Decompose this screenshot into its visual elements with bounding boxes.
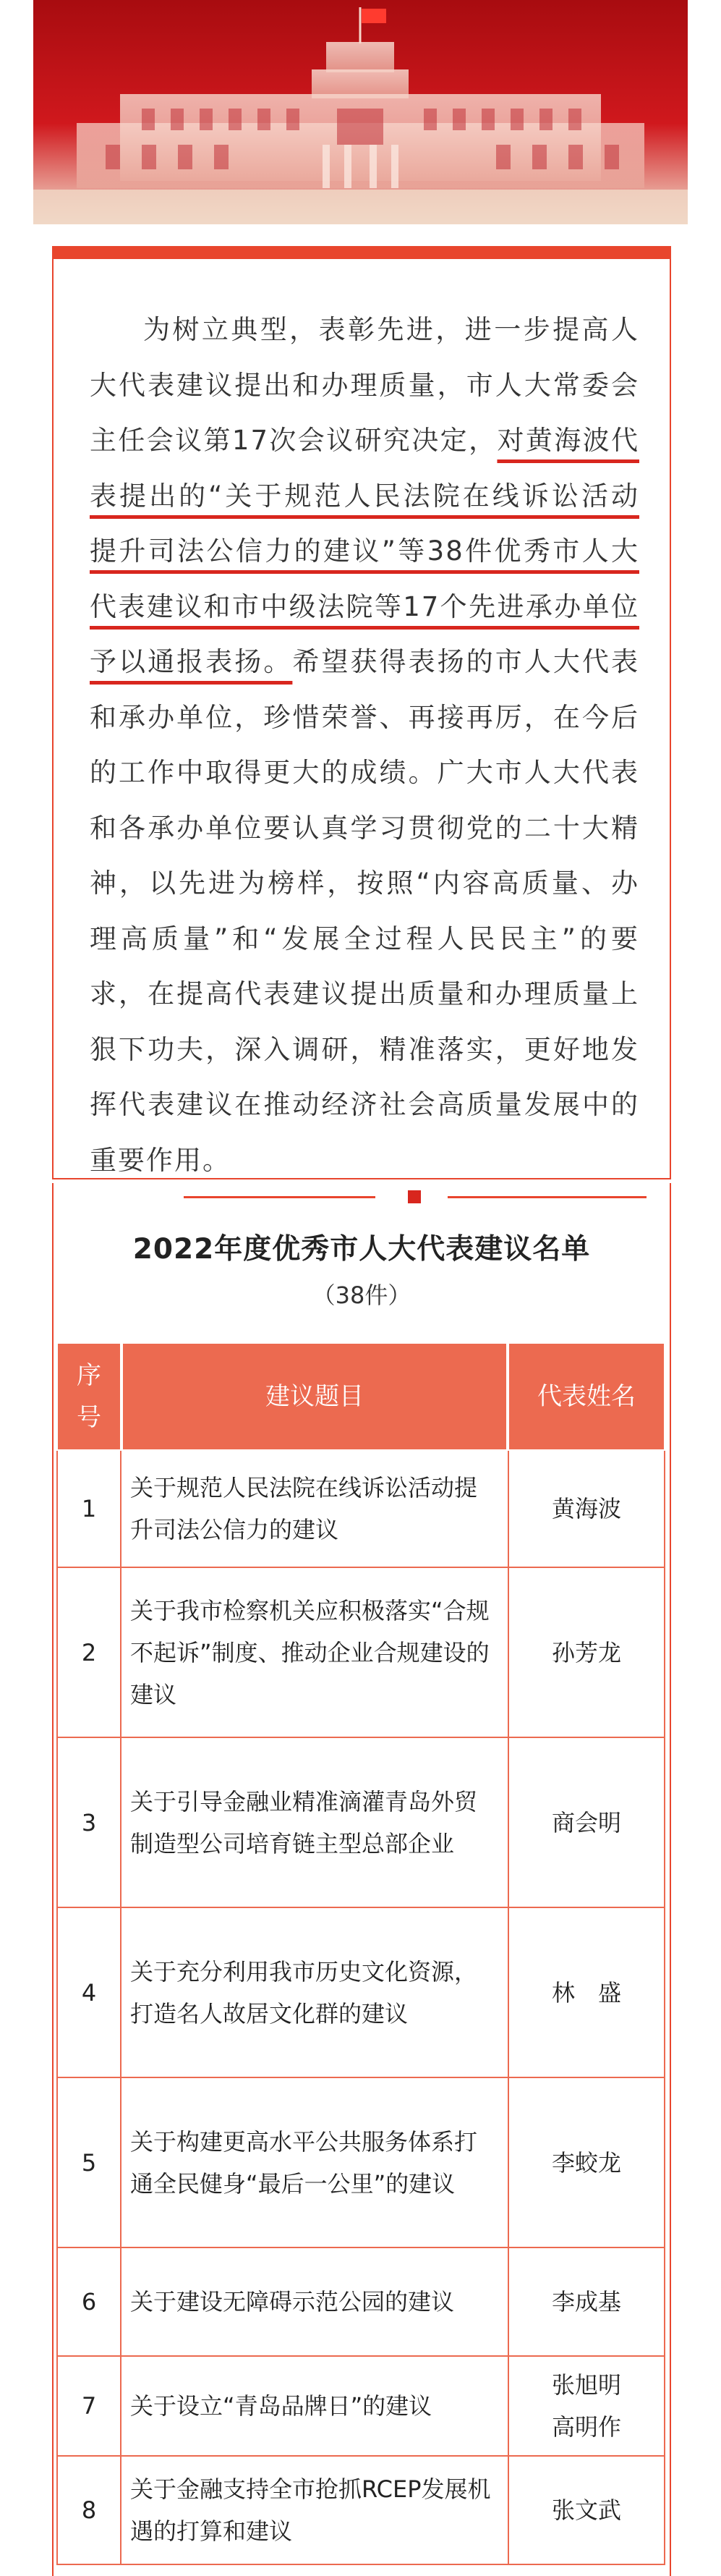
row-topic: 关于构建更高水平公共服务体系打通全民健身“最后一公里”的建议 bbox=[121, 2078, 508, 2248]
table-row bbox=[56, 2248, 665, 2357]
header-topic: 建议题目 bbox=[121, 1342, 508, 1451]
row-no: 3 bbox=[56, 1738, 121, 1908]
table-row bbox=[56, 2078, 665, 2248]
row-topic: 关于金融支持全市抢抓RCEP发展机遇的打算和建议 bbox=[121, 2457, 508, 2565]
intro-text bbox=[90, 302, 639, 1188]
building-illustration bbox=[33, 0, 688, 224]
row-topic: 关于充分利用我市历史文化资源，打造名人故居文化群的建议 bbox=[121, 1908, 508, 2078]
list-count: （38件） bbox=[312, 1281, 411, 1309]
table-row bbox=[56, 1568, 665, 1738]
row-no: 1 bbox=[56, 1451, 121, 1568]
table-row bbox=[56, 1738, 665, 1908]
row-name: 孙芳龙 bbox=[508, 1568, 665, 1738]
intro-segment: 希望获得表扬的市人大代表和承办单位，珍惜荣誉、再接再厉，在今后的工作中取得更大的成绩。广大市人大代表和各承办单位要认真学习贯彻党的二十大精神，以先进为榜样，按照“内容高质量、办理高质量”和“发展全过程人民民主”的要求，在提高代表建议提出质量和办理质量上狠下功夫，深入调研，精准落实，更好地发挥代表建议在推动经济社会高质量发展中的重要作用。 bbox=[90, 646, 640, 1176]
header-no bbox=[56, 1342, 121, 1451]
header-name: 代表姓名 bbox=[508, 1342, 665, 1451]
row-topic: 关于设立“青岛品牌日”的建议 bbox=[121, 2357, 508, 2457]
intro-highlight: 对黄海波代表提出的“关于规范人民法院在线诉讼活动提升司法公信力的建议”等38件优秀市人大代表建议和市中级法院等17个先进承办单位予以通报表扬。 bbox=[90, 425, 639, 677]
row-name: 张文武 bbox=[508, 2457, 665, 2565]
row-name: 张旭明 高明作 bbox=[508, 2357, 665, 2457]
row-name: 李成基 bbox=[508, 2248, 665, 2357]
table-row bbox=[56, 2457, 665, 2565]
row-no: 2 bbox=[56, 1568, 121, 1738]
list-title: 2022年度优秀市人大代表建议名单 bbox=[132, 1233, 591, 1266]
row-topic: 关于建设无障碍示范公园的建议 bbox=[121, 2248, 508, 2357]
table-row bbox=[56, 2357, 665, 2457]
row-topic: 关于我市检察机关应积极落实“合规不起诉”制度、推动企业合规建设的建议 bbox=[121, 1568, 508, 1738]
row-no: 6 bbox=[56, 2248, 121, 2357]
row-name: 林 盛 bbox=[508, 1908, 665, 2078]
table-row bbox=[56, 1908, 665, 2078]
header-banner bbox=[33, 0, 688, 224]
intro-segment: 为树立典型，表彰先进，进一步提高人大代表建议提出和办理质量，市人大常委会主任会议第17次会议研究决定， bbox=[90, 314, 639, 456]
intro-panel bbox=[52, 246, 671, 1179]
table-row bbox=[56, 1451, 665, 1568]
row-no: 8 bbox=[56, 2457, 121, 2565]
row-name: 李蛟龙 bbox=[508, 2078, 665, 2248]
row-no: 4 bbox=[56, 1908, 121, 2078]
table-header bbox=[56, 1342, 665, 1451]
row-topic: 关于引导金融业精准滴灌青岛外贸制造型公司培育链主型总部企业 bbox=[121, 1738, 508, 1908]
row-no: 5 bbox=[56, 2078, 121, 2248]
row-name: 商会明 bbox=[508, 1738, 665, 1908]
row-name: 黄海波 bbox=[508, 1451, 665, 1568]
row-topic: 关于规范人民法院在线诉讼活动提升司法公信力的建议 bbox=[121, 1451, 508, 1568]
row-no: 7 bbox=[56, 2357, 121, 2457]
header-no-label: 序号 bbox=[77, 1361, 101, 1432]
